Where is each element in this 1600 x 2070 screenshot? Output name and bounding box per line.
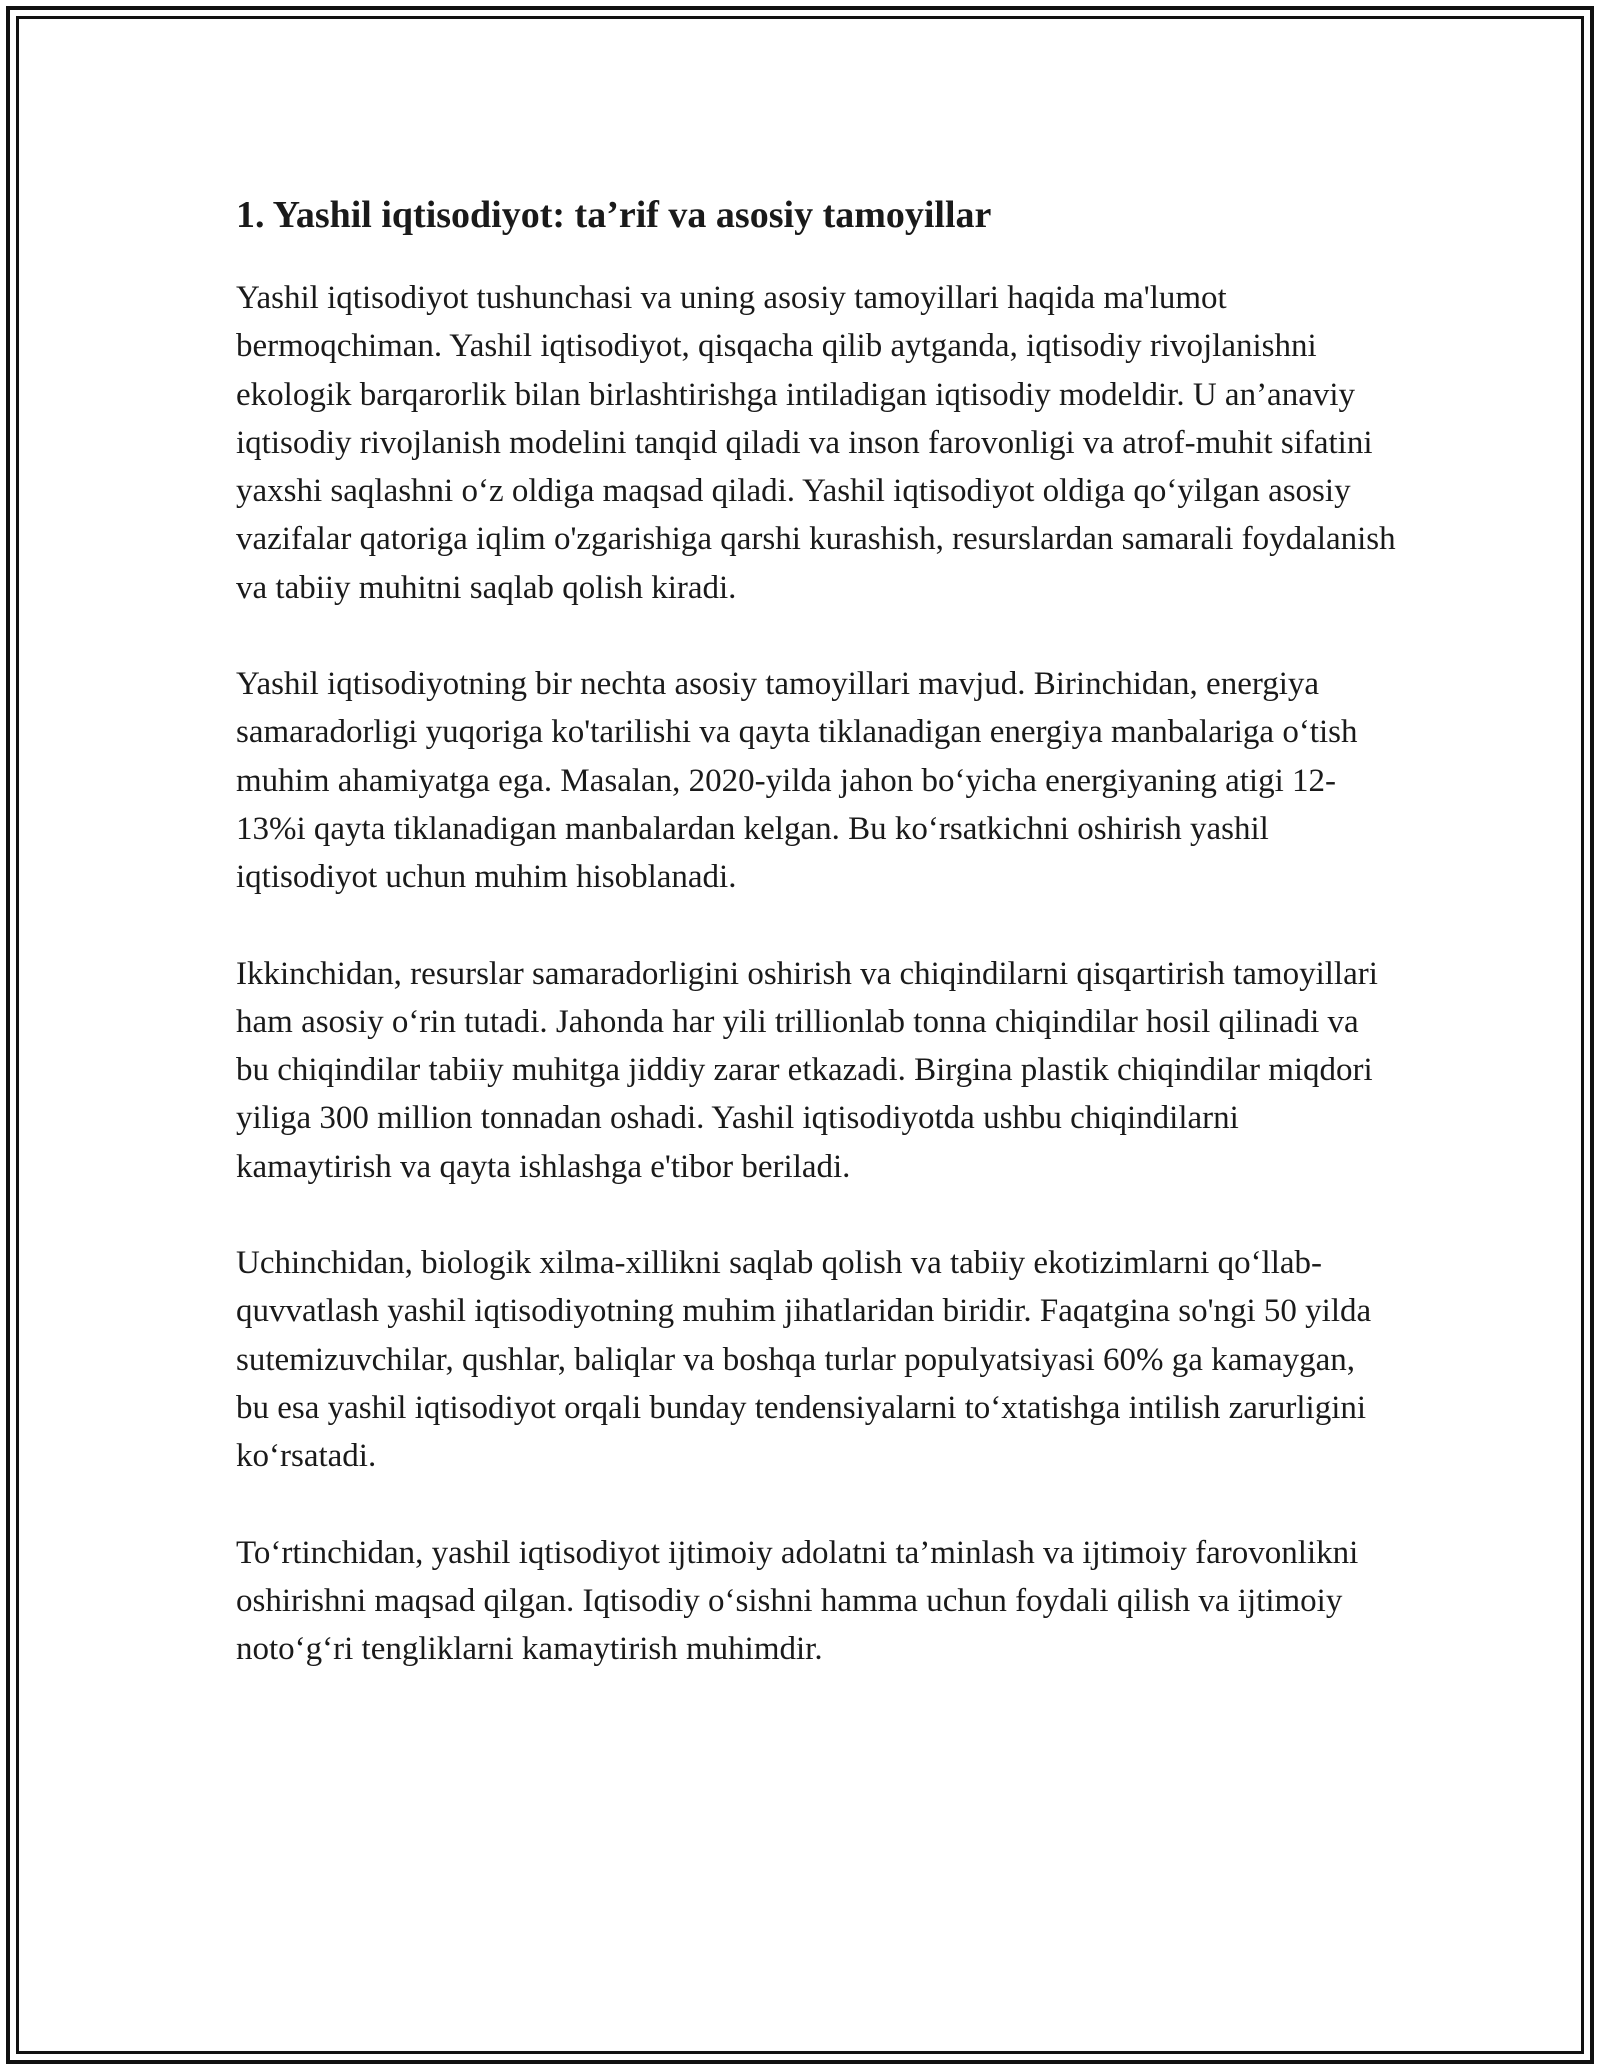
document-body [236,186,1396,1721]
paragraph-principle-biodiversity: Uchinchidan, biologik xilma-xillikni saqlab qolish va tabiiy ekotizimlarni qo‘llab-quvvatlash yashil iqtisodiyotning muhim jihatlaridan biridir. Faqatgina so'ngi 50 yilda sutemizuvchilar, qushlar, baliqlar va boshqa turlar populyatsiyasi 60% ga kamaygan, bu esa yashil iqtisodiyot orqali bunday tendensiyalarni to‘xtatishga intilish zarurligini ko‘rsatadi. [236,1245,1372,1475]
paragraph-principle-energy: Yashil iqtisodiyotning bir nechta asosiy tamoyillari mavjud. Birinchidan, energiya samaradorligi yuqoriga ko'tarilishi va qayta tiklanadigan energiya manbalariga o‘tish muhim ahamiyatga ega. Masalan, 2020-yilda jahon bo‘yicha energiyaning atigi 12-13%i qayta tiklanadigan manbalardan kelgan. Bu ko‘rsatkichni oshirish yashil iqtisodiyot uchun muhim hisoblanadi. [236,666,1358,896]
paragraph-principle-resources: Ikkinchidan, resurslar samaradorligini oshirish va chiqindilarni qisqartirish tamoyillari ham asosiy o‘rin tutadi. Jahonda har yili trillionlab tonna chiqindilar hosil qilinadi va bu chiqindilar tabiiy muhitga jiddiy zarar etkazadi. Birgina plastik chiqindilar miqdori yiliga 300 million tonnadan oshadi. Yashil iqtisodiyotda ushbu chiqindilarni kamaytirish va qayta ishlashga e'tibor beriladi. [236,955,1378,1185]
paragraph-definition: Yashil iqtisodiyot tushunchasi va uning asosiy tamoyillari haqida ma'lumot bermoqchiman. Yashil iqtisodiyot, qisqacha qilib aytganda, iqtisodiy rivojlanishni ekologik barqarorlik bilan birlashtirishga intiladigan iqtisodiy modeldir. U an’anaviy iqtisodiy rivojlanish modelini tanqid qiladi va inson farovonligi va atrof-muhit sifatini yaxshi saqlashni o‘z oldiga maqsad qiladi. Yashil iqtisodiyot oldiga qo‘yilgan asosiy vazifalar qatoriga iqlim o'zgarishiga qarshi kurashish, resurslardan samarali foydalanish va tabiiy muhitni saqlab qolish kiradi. [236,280,1396,606]
section-heading: 1. Yashil iqtisodiyot: ta’rif va asosiy tamoyillar [236,194,992,236]
paragraph-principle-social: To‘rtinchidan, yashil iqtisodiyot ijtimoiy adolatni ta’minlash va ijtimoiy farovonlikni oshirishni maqsad qilgan. Iqtisodiy o‘sishni hamma uchun foydali qilish va ijtimoiy noto‘g‘ri tengliklarni kamaytirish muhimdir. [236,1534,1359,1668]
